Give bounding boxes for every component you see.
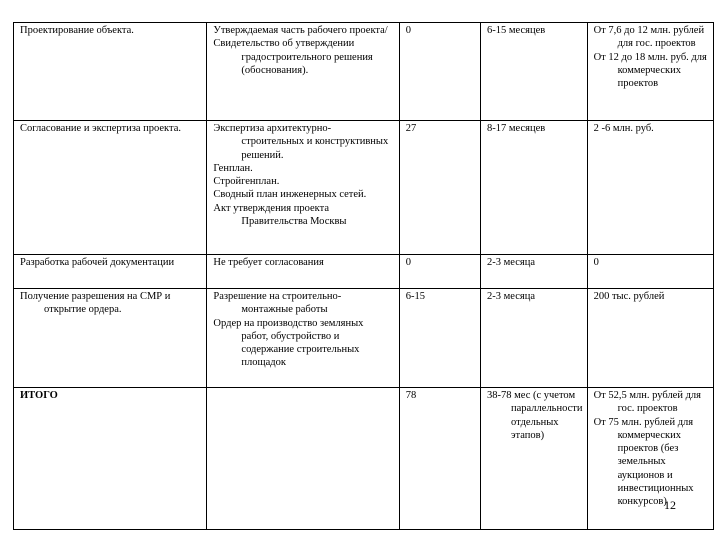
fee-text: 27: [405, 123, 417, 134]
fee-cell: [399, 23, 480, 121]
cost-line: 0: [593, 257, 599, 268]
table-row: [14, 255, 714, 289]
total-fee: 78: [405, 390, 417, 401]
page-number: 12: [664, 498, 676, 512]
stage-cell: [14, 255, 207, 289]
cost-line: От 12 до 18 млн. руб. для коммерческих проектов: [593, 51, 707, 90]
duration-text: 6-15 месяцев: [487, 25, 546, 36]
fee-text: 0: [405, 25, 411, 36]
result-line: Сводный план инженерных сетей.: [213, 189, 367, 201]
approval-stages-table: [13, 22, 714, 530]
duration-text: 2-3 месяца: [487, 291, 535, 302]
total-cost-cell: [587, 388, 713, 530]
cost-cell: [587, 23, 713, 121]
table-row: [14, 121, 714, 255]
cost-cell: [587, 255, 713, 289]
stage-text: Согласование и экспертиза проекта.: [20, 123, 181, 134]
total-duration-cell: [481, 388, 588, 530]
result-line: Генплан.: [213, 162, 253, 174]
total-result-cell: [207, 388, 399, 530]
stage-text: Получение разрешения на СМР и открытие ордера.: [20, 291, 171, 316]
cost-cell: [587, 289, 713, 388]
duration-cell: [481, 121, 588, 255]
fee-cell: [399, 121, 480, 255]
stage-cell: [14, 23, 207, 121]
total-fee-cell: [399, 388, 480, 530]
result-cell: [207, 23, 399, 121]
total-label: ИТОГО: [20, 390, 58, 401]
stage-cell: [14, 289, 207, 388]
result-line: Не требует согласования: [213, 257, 324, 268]
stage-text: Разработка рабочей документации: [20, 257, 175, 268]
fee-cell: [399, 255, 480, 289]
cost-line: От 75 млн. рублей для коммерческих проектов (без земельных аукционов и инвестиционных конкурсов): [593, 416, 694, 508]
stage-text: Проектирование объекта.: [20, 25, 134, 36]
cost-line: 200 тыс. рублей: [593, 291, 665, 302]
total-duration: 38-78 мес (с учетом параллельности отдельных этапов): [487, 390, 583, 441]
cost-line: От 7,6 до 12 млн. рублей для гос. проектов: [593, 25, 705, 50]
result-cell: [207, 121, 399, 255]
total-label-cell: [14, 388, 207, 530]
result-line: Стройгенплан.: [213, 176, 280, 188]
fee-text: 6-15: [405, 291, 425, 302]
fee-text: 0: [405, 257, 411, 268]
result-line: Свидетельство об утверждении градостроительного решения (обоснования).: [213, 38, 373, 76]
cost-cell: [587, 121, 713, 255]
table-row: [14, 23, 714, 121]
result-line: Ордер на производство земляных работ, обустройство и содержание строительных площадок: [213, 317, 364, 369]
duration-cell: [481, 255, 588, 289]
fee-cell: [399, 289, 480, 388]
cost-line: От 52,5 млн. рублей для гос. проектов: [593, 390, 702, 415]
result-cell: [207, 289, 399, 388]
result-line: Утверждаемая часть рабочего проекта/: [213, 25, 388, 36]
result-cell: [207, 255, 399, 289]
duration-cell: [481, 23, 588, 121]
result-line: Экспертиза архитектурно-строительных и конструктивных решений.: [213, 123, 389, 161]
cost-line: 2 -6 млн. руб.: [593, 123, 654, 134]
duration-text: 2-3 месяца: [487, 257, 535, 268]
total-row: [14, 388, 714, 530]
duration-text: 8-17 месяцев: [487, 123, 546, 134]
stage-cell: [14, 121, 207, 255]
result-line: Акт утверждения проекта Правительства Москвы: [213, 202, 347, 228]
table-row: [14, 289, 714, 388]
result-line: Разрешение на строительно-монтажные работы: [213, 291, 342, 316]
duration-cell: [481, 289, 588, 388]
